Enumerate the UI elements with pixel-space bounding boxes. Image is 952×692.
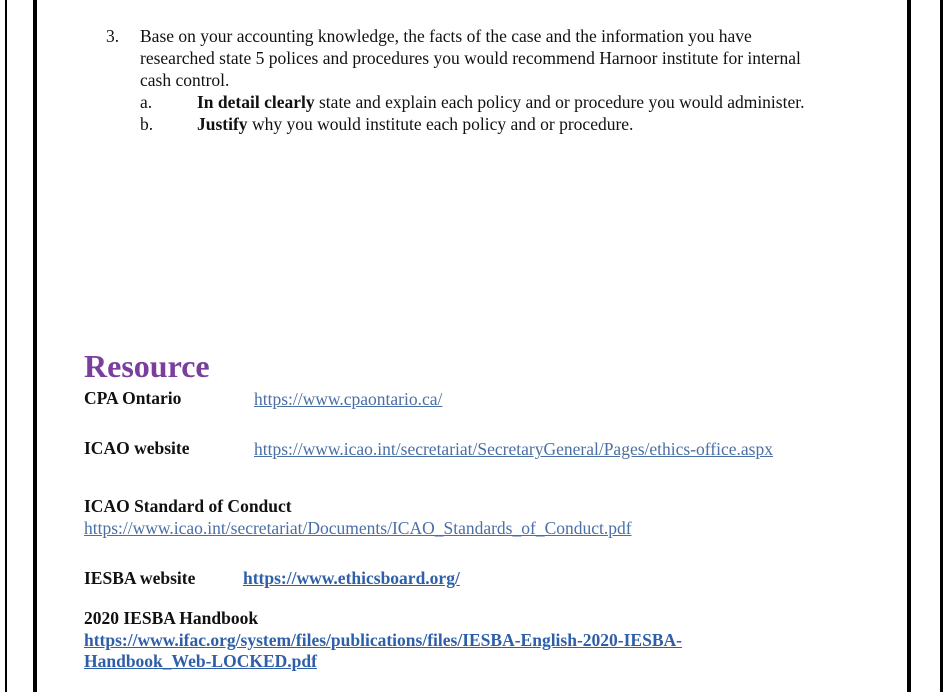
iesba-handbook-link-line-1[interactable]: https://www.ifac.org/system/files/publications/files/IESBA-English-2020-IESBA- (84, 630, 682, 650)
page-border-right-outer (940, 0, 943, 692)
question-line-2: researched state 5 polices and procedures you would recommend Harnoor institute for internal (140, 48, 801, 68)
sub-item-b-bold: Justify (197, 114, 248, 134)
question-line-1: Base on your accounting knowledge, the facts of the case and the information you have (140, 26, 752, 46)
page-border-right-inner (907, 0, 911, 692)
iesba-handbook-label: 2020 IESBA Handbook (84, 608, 259, 628)
iesba-handbook-link-line-2[interactable]: Handbook_Web-LOCKED.pdf (84, 651, 317, 671)
question-number: 3. (106, 26, 120, 46)
icao-standard-label: ICAO Standard of Conduct (84, 496, 292, 516)
sub-item-a-text (197, 91, 804, 113)
sub-item-a-bold: In detail clearly (197, 92, 315, 112)
sub-item-a-rest: state and explain each policy and or procedure you would administer. (314, 92, 805, 112)
icao-website-link[interactable]: https://www.icao.int/secretariat/SecretaryGeneral/Pages/ethics-office.aspx (254, 439, 773, 459)
cpa-ontario-link[interactable]: https://www.cpaontario.ca/ (254, 389, 443, 409)
sub-item-b-text (197, 113, 633, 135)
page-border-left-outer (5, 0, 7, 692)
page-border-left-inner (33, 0, 37, 692)
iesba-website-label: IESBA website (84, 568, 196, 588)
sub-item-a-marker: a. (140, 92, 153, 112)
iesba-website-link[interactable]: https://www.ethicsboard.org/ (243, 568, 460, 588)
icao-website-label: ICAO website (84, 438, 190, 458)
sub-item-b-rest: why you would institute each policy and or procedure. (247, 114, 634, 134)
cpa-ontario-label: CPA Ontario (84, 388, 182, 408)
resources-title: Resource (84, 348, 210, 384)
icao-standard-link[interactable]: https://www.icao.int/secretariat/Documents/ICAO_Standards_of_Conduct.pdf (84, 518, 632, 538)
question-line-3: cash control. (140, 70, 230, 90)
sub-item-b-marker: b. (140, 114, 154, 134)
